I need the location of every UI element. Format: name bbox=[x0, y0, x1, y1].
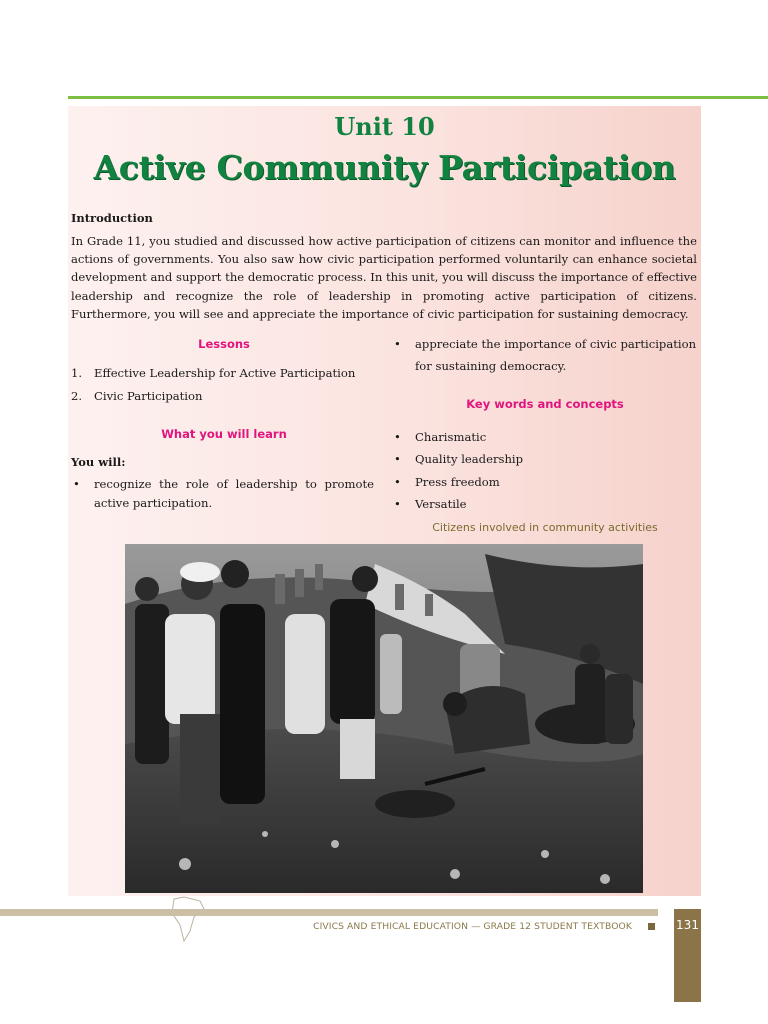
keywords-list bbox=[392, 426, 692, 515]
bullet-icon: • bbox=[394, 474, 401, 489]
figure-caption: Citizens involved in community activities bbox=[432, 521, 658, 534]
page-number: 131 bbox=[676, 918, 699, 932]
keyword-item bbox=[392, 493, 692, 515]
footer-rule bbox=[0, 909, 658, 916]
keyword-item bbox=[392, 448, 692, 470]
learn-item bbox=[71, 475, 374, 512]
learn-item-text: recognize the role of leadership to promote active participation. bbox=[94, 477, 374, 510]
lesson-item bbox=[71, 362, 371, 385]
top-rule bbox=[68, 96, 768, 99]
community-activity-photo bbox=[125, 544, 643, 893]
lesson-number: 1. bbox=[71, 366, 83, 380]
lessons-heading: Lessons bbox=[198, 337, 250, 351]
learn-item bbox=[392, 334, 698, 377]
introduction-text: In Grade 11, you studied and discussed how active participation of citizens can monitor and influence the actions of governments. You also saw how civic participation performed voluntarily can enhance societal development and support the democratic process. In this unit, you will discuss the importance of effective leadership and recognize the role of leadership in promoting active participation of citizens. Furthermore, you will see and appreciate the importance of civic participation for sustaining democracy. bbox=[71, 234, 697, 321]
keyword-item bbox=[392, 471, 692, 493]
lesson-text: Effective Leadership for Active Participation bbox=[94, 366, 356, 380]
keywords-heading: Key words and concepts bbox=[466, 397, 624, 411]
map-outline-icon bbox=[170, 895, 210, 945]
bullet-icon: • bbox=[394, 430, 401, 444]
footer-square-icon bbox=[648, 923, 655, 930]
keyword-text: Quality leadership bbox=[415, 452, 524, 467]
unit-label: Unit 10 bbox=[334, 112, 435, 141]
learn-item-text: appreciate the importance of civic participation for sustaining democracy. bbox=[415, 337, 697, 373]
page-title: Active Community Participation bbox=[93, 148, 676, 187]
learn-heading: What you will learn bbox=[161, 427, 287, 441]
learn-list bbox=[71, 475, 374, 512]
keyword-text: Press freedom bbox=[415, 474, 500, 489]
bullet-icon: • bbox=[73, 477, 80, 491]
lesson-item bbox=[71, 385, 371, 408]
keyword-item bbox=[392, 426, 692, 448]
bullet-icon: • bbox=[394, 337, 401, 351]
bullet-icon: • bbox=[394, 452, 401, 467]
learn-list-continued bbox=[392, 334, 698, 377]
keyword-text: Charismatic bbox=[415, 430, 487, 444]
introduction-heading: Introduction bbox=[71, 211, 153, 225]
you-will-label: You will: bbox=[71, 455, 126, 469]
lesson-number: 2. bbox=[71, 388, 83, 403]
bullet-icon: • bbox=[394, 496, 401, 511]
lessons-list bbox=[71, 362, 371, 407]
lesson-text: Civic Participation bbox=[94, 388, 203, 403]
keyword-text: Versatile bbox=[415, 496, 467, 511]
footer-text: CIVICS AND ETHICAL EDUCATION — GRADE 12 STUDENT TEXTBOOK bbox=[313, 921, 632, 932]
